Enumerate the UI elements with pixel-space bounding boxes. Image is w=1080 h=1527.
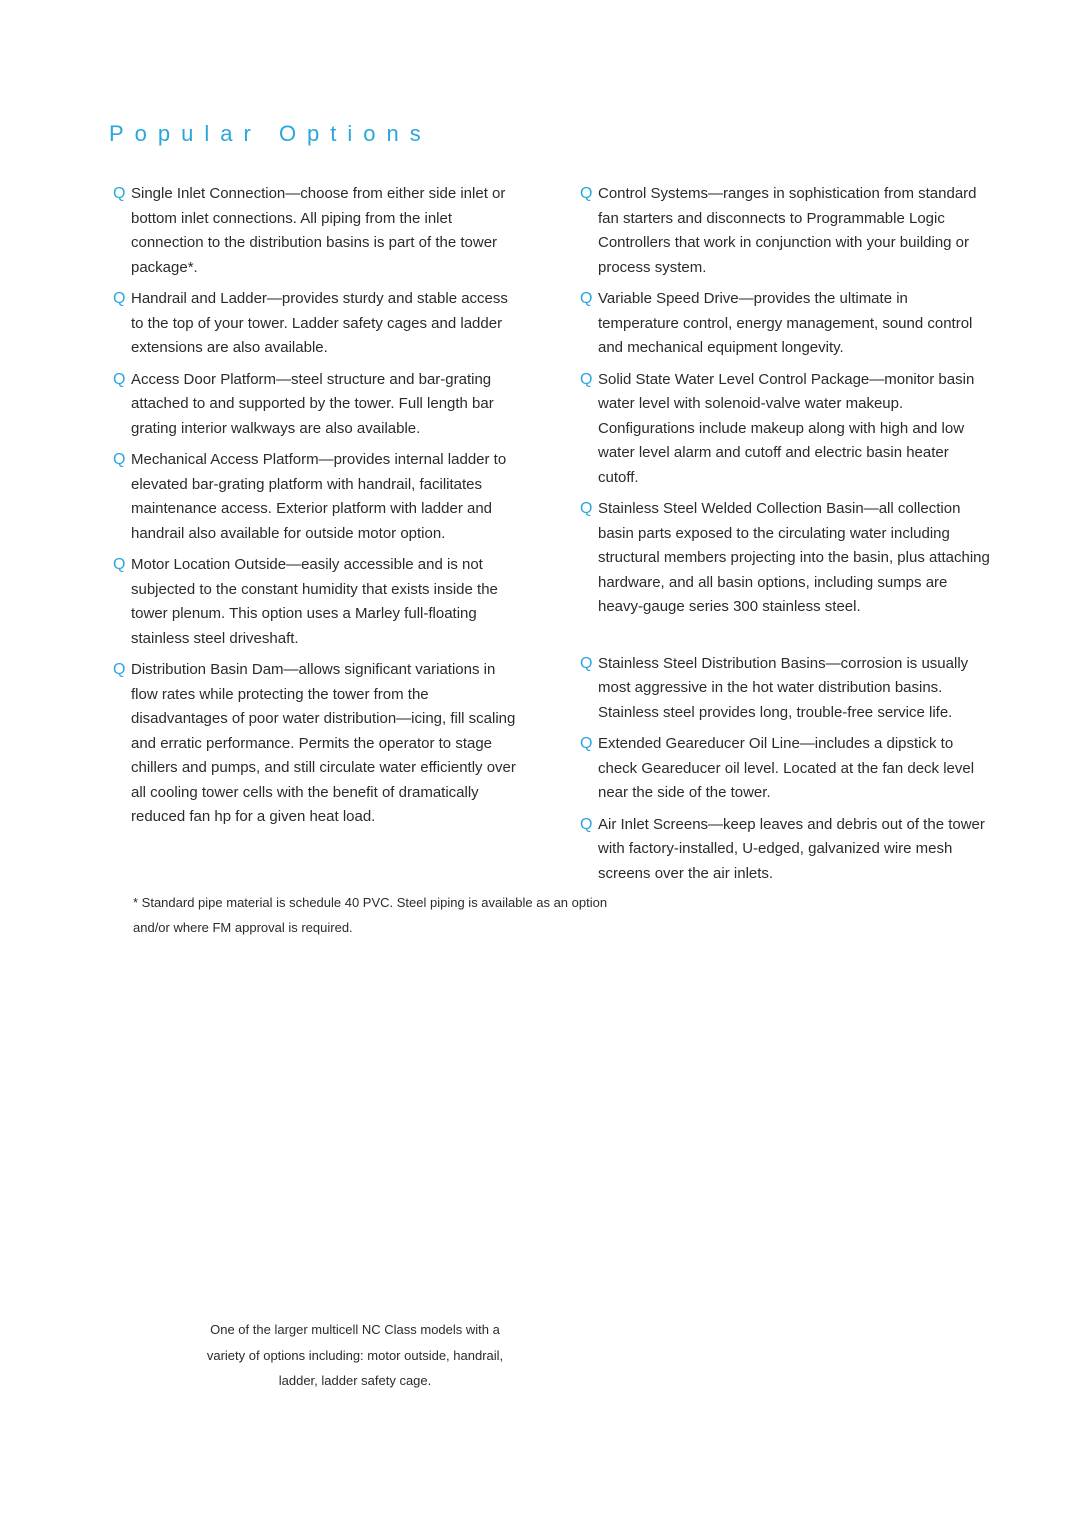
option-text: Distribution Basin Dam—allows significant variations in flow rates while protecting the tower from the disadvantages of poor water distribution—icing, fill scaling and erratic performance. Permits the operator to stage chillers and pumps, and still circulate water efficiently over all cooling tower cells with the benefit of dramatically reduced fan hp for a given heat load. [131, 661, 516, 825]
option-text: Stainless Steel Welded Collection Basin—all collection basin parts exposed to the circulating water including structural members projecting into the basin, plus attaching hardware, and all basin options, including sumps are heavy-gauge series 300 stainless steel. [598, 500, 990, 615]
option-text: Access Door Platform—steel structure and bar-grating attached to and supported by the tower. Full length bar grating interior walkways are also available. [131, 370, 494, 437]
option-text: Air Inlet Screens—keep leaves and debris out of the tower with factory-installed, U-edged, galvanized wire mesh screens over the air inlets. [598, 815, 985, 882]
footnote: * Standard pipe material is schedule 40 PVC. Steel piping is available as an option and/or where FM approval is required. [133, 895, 608, 935]
bullet-icon: Q [113, 556, 126, 573]
option-motor-location-outside [113, 553, 518, 651]
option-text: Motor Location Outside—easily accessible and is not subjected to the constant humidity that exists inside the tower plenum. This option uses a Marley full-floating stainless steel driveshaft. [131, 556, 498, 647]
bullet-icon: Q [113, 661, 126, 678]
option-water-level-control [580, 368, 990, 491]
option-variable-speed-drive [580, 287, 990, 361]
option-stainless-collection-basin [580, 497, 990, 620]
bullet-icon: Q [113, 185, 126, 202]
option-single-inlet-connection [113, 182, 518, 280]
option-handrail-and-ladder [113, 287, 518, 361]
options-list-right [580, 182, 990, 893]
option-stainless-distribution-basins [580, 652, 990, 726]
option-distribution-basin-dam [113, 658, 518, 830]
option-text: Solid State Water Level Control Package—monitor basin water level with solenoid-valve water makeup. Configurations include makeup along with high and low water level alarm and cutoff and electric basin heater cutoff. [598, 370, 975, 486]
bullet-icon: Q [113, 290, 126, 307]
option-text: Single Inlet Connection—choose from either side inlet or bottom inlet connections. All piping from the inlet connection to the distribution basins is part of the tower package*. [131, 185, 506, 276]
option-text: Handrail and Ladder—provides sturdy and stable access to the top of your tower. Ladder safety cages and ladder extensions are also available. [131, 290, 508, 356]
option-extended-oil-line [580, 732, 990, 806]
option-control-systems [580, 182, 990, 280]
bullet-icon: Q [113, 370, 126, 388]
photo-caption: One of the larger multicell NC Class models with a variety of options including: motor outside, handrail, ladder, ladder safety cage. [206, 1322, 504, 1388]
bullet-icon: Q [580, 500, 593, 517]
bullet-icon: Q [113, 451, 126, 468]
page-title: Popular Options [109, 121, 432, 146]
bullet-icon: Q [580, 735, 593, 752]
option-text: Control Systems—ranges in sophistication from standard fan starters and disconnects to Programmable Logic Controllers that work in conjunction with your building or process system. [598, 185, 977, 276]
option-access-door-platform [113, 368, 518, 442]
option-text: Mechanical Access Platform—provides internal ladder to elevated bar-grating platform with handrail, facilitates maintenance access. Exterior platform with ladder and handrail also available for outside motor option. [131, 451, 507, 542]
bullet-icon: Q [580, 654, 593, 672]
option-text: Stainless Steel Distribution Basins—corrosion is usually most aggressive in the hot water distribution basins. Stainless steel provides long, trouble-free service life. [598, 654, 969, 721]
option-mechanical-access-platform [113, 448, 518, 546]
options-list-left [113, 182, 518, 837]
bullet-icon: Q [580, 290, 593, 307]
bullet-icon: Q [580, 185, 593, 202]
option-text: Variable Speed Drive—provides the ultimate in temperature control, energy management, sound control and mechanical equipment longevity. [598, 290, 973, 356]
option-air-inlet-screens [580, 813, 990, 887]
option-text: Extended Geareducer Oil Line—includes a dipstick to check Geareducer oil level. Located at the fan deck level near the side of the tower. [598, 735, 975, 801]
bullet-icon: Q [580, 370, 593, 388]
bullet-icon: Q [580, 815, 593, 833]
